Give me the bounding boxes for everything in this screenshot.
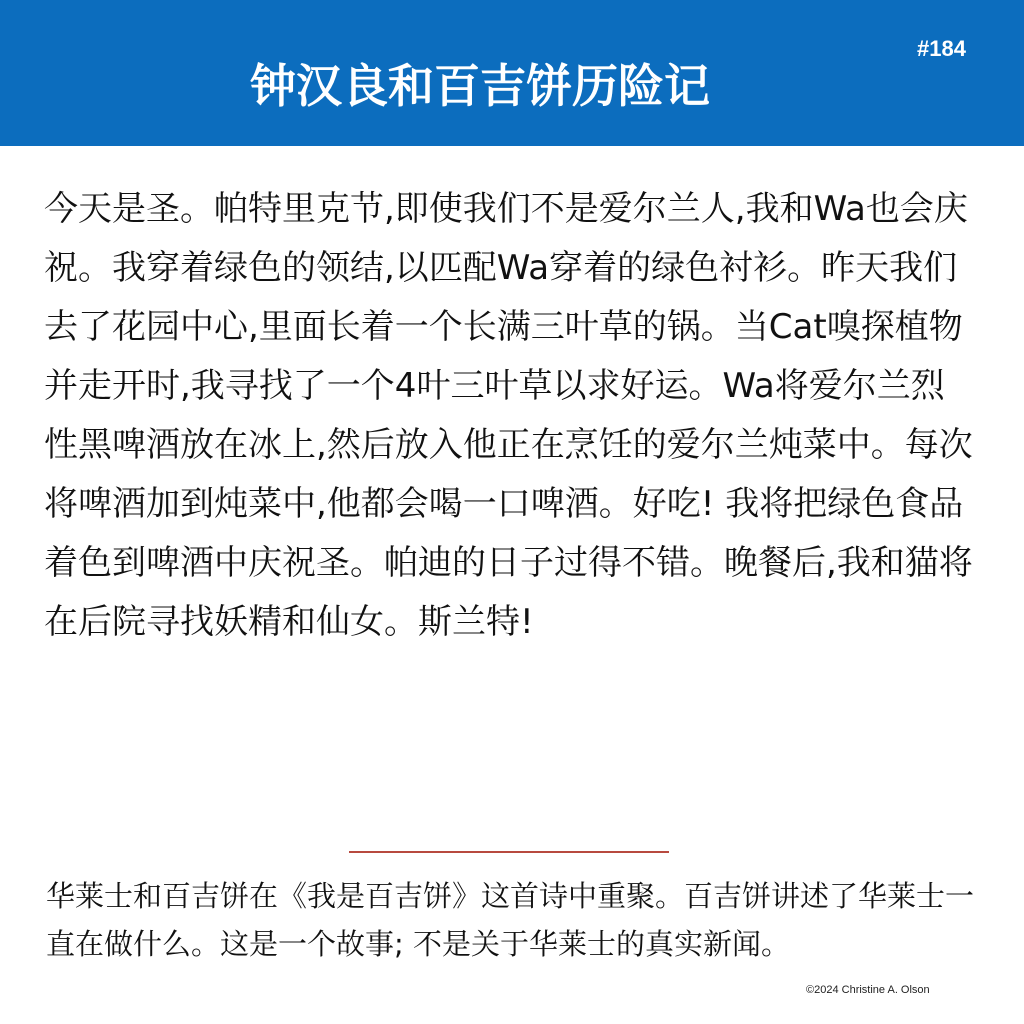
title-banner bbox=[0, 0, 1024, 146]
copyright-notice: ©2024 Christine A. Olson bbox=[806, 984, 930, 996]
story-paragraph: 今天是圣。帕特里克节,即使我们不是爱尔兰人,我和Wa也会庆祝。我穿着绿色的领结,以匹配Wa穿着的绿色衬衫。昨天我们去了花园中心,里面长着一个长满三叶草的锅。当Cat嗅探植物并走开时,我寻找了一个4叶三叶草以求好运。Wa将爱尔兰烈性黑啤酒放在冰上,然后放入他正在烹饪的爱尔兰炖菜中。每次将啤酒加到炖菜中,他都会喝一口啤酒。好吃! 我将把绿色食品着色到啤酒中庆祝圣。帕迪的日子过得不错。晚餐后,我和猫将在后院寻找妖精和仙女。斯兰特! bbox=[44, 189, 973, 642]
footnote-paragraph: 华莱士和百吉饼在《我是百吉饼》这首诗中重聚。百吉饼讲述了华莱士一直在做什么。这是一个故事; 不是关于华莱士的真实新闻。 bbox=[46, 879, 975, 961]
episode-number: #184 bbox=[917, 36, 966, 61]
page-title: 钟汉良和百吉饼历险记 bbox=[250, 59, 710, 113]
section-divider bbox=[349, 851, 669, 853]
